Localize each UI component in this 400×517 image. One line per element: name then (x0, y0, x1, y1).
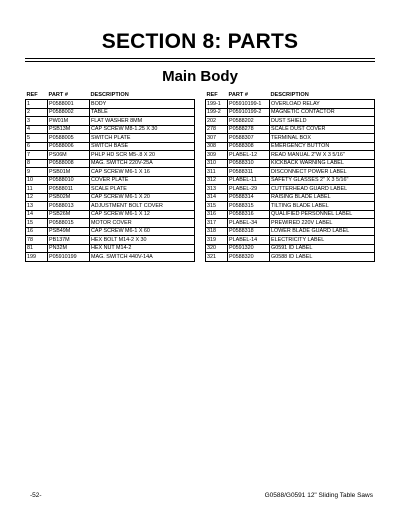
table-row (26, 142, 195, 151)
cell-part-number: PSB49M (48, 227, 90, 236)
cell-part-number: PSB01M (48, 168, 90, 177)
table-row (206, 236, 375, 245)
cell-part-number: PLABEL-34 (228, 219, 270, 228)
table-row (206, 227, 375, 236)
parts-table-right (205, 92, 375, 262)
cell-ref: 199-2 (206, 108, 228, 117)
cell-part-number: P0588008 (48, 159, 90, 168)
cell-ref: 78 (26, 236, 48, 245)
cell-ref: 319 (206, 236, 228, 245)
cell-description: MAG. SWITCH 440V-14A (90, 253, 195, 262)
cell-description: DISCONNECT POWER LABEL (270, 168, 375, 177)
table-row (26, 159, 195, 168)
cell-description: SWITCH PLATE (90, 134, 195, 143)
cell-ref: 4 (26, 125, 48, 134)
cell-description: SAFETY GLASSES 2" X 3 5/16" (270, 176, 375, 185)
cell-ref: 315 (206, 202, 228, 211)
cell-description: CAP SCREW M6-1 X 20 (90, 193, 195, 202)
cell-ref: 9 (26, 168, 48, 177)
cell-description: CAP SCREW M6-1 X 16 (90, 168, 195, 177)
table-row (26, 151, 195, 160)
column-header-description: DESCRIPTION (270, 92, 309, 99)
page-subtitle: Main Body (162, 68, 238, 85)
cell-description: MOTOR COVER (90, 219, 195, 228)
cell-ref: 12 (26, 193, 48, 202)
title-rule-top (25, 58, 375, 59)
title-rule-bottom (25, 61, 375, 62)
table-row (206, 159, 375, 168)
cell-part-number: P0588318 (228, 227, 270, 236)
table-row (26, 202, 195, 211)
cell-ref: 278 (206, 125, 228, 134)
table-row (206, 168, 375, 177)
table-header-row (26, 92, 195, 100)
table-row (206, 142, 375, 151)
cell-description: MAG. SWITCH 220V-25A (90, 159, 195, 168)
cell-part-number: P0588005 (48, 134, 90, 143)
table-row (26, 117, 195, 126)
cell-ref: 314 (206, 193, 228, 202)
cell-ref: 2 (26, 108, 48, 117)
cell-part-number: PN32M (48, 244, 90, 253)
cell-part-number: P0588011 (48, 185, 90, 194)
cell-description: READ MANUAL 2"W X 3 5/16" (270, 151, 375, 160)
cell-part-number: P0588314 (228, 193, 270, 202)
cell-part-number: P0588278 (228, 125, 270, 134)
cell-part-number: PB137M (48, 236, 90, 245)
cell-description: SCALE PLATE (90, 185, 195, 194)
cell-ref: 317 (206, 219, 228, 228)
cell-ref: 318 (206, 227, 228, 236)
cell-ref: 15 (26, 219, 48, 228)
cell-part-number: P0588307 (228, 134, 270, 143)
cell-part-number: P0588308 (228, 142, 270, 151)
table-row (206, 244, 375, 253)
table-row (26, 219, 195, 228)
cell-part-number: P0588006 (48, 142, 90, 151)
cell-description: TABLE (90, 108, 195, 117)
cell-description: CAP SCREW M8-1.25 X 30 (90, 125, 195, 134)
table-row (206, 202, 375, 211)
cell-description: QUALIFIED PERSONNEL LABEL (270, 210, 375, 219)
cell-description: TILTING BLADE LABEL (270, 202, 375, 211)
section-title: SECTION 8: PARTS (101, 30, 299, 53)
parts-table-left-body (26, 100, 195, 262)
table-row (26, 227, 195, 236)
cell-part-number: PLABEL-14 (228, 236, 270, 245)
cell-ref: 11 (26, 185, 48, 194)
cell-part-number: P0588315 (228, 202, 270, 211)
cell-part-number: PW01M (48, 117, 90, 126)
footer-model-text: G0588/G0591 12" Sliding Table Saws (264, 492, 373, 499)
table-header-row (206, 92, 375, 100)
cell-part-number: PLABEL-12 (228, 151, 270, 160)
cell-description: LOWER BLADE GUARD LABEL (270, 227, 375, 236)
cell-ref: 3 (26, 117, 48, 126)
table-row (26, 193, 195, 202)
cell-ref: 81 (26, 244, 48, 253)
column-header-description: DESCRIPTION (90, 92, 129, 99)
cell-part-number: P0588010 (48, 176, 90, 185)
table-row (26, 108, 195, 117)
cell-description: OVERLOAD RELAY (270, 100, 375, 109)
cell-part-number: P0588311 (228, 168, 270, 177)
cell-description: MAGNETIC CONTACTOR (270, 108, 375, 117)
table-row (26, 210, 195, 219)
table-row (26, 134, 195, 143)
cell-ref: 8 (26, 159, 48, 168)
cell-description: TERMINAL BOX (270, 134, 375, 143)
cell-ref: 199 (26, 253, 48, 262)
cell-ref: 321 (206, 253, 228, 262)
cell-part-number: PSB02M (48, 193, 90, 202)
parts-table-left (25, 92, 195, 262)
page-number: -52- (30, 492, 42, 499)
cell-description: G0591 ID LABEL (270, 244, 375, 253)
cell-part-number: P0588001 (48, 100, 90, 109)
column-header-part: PART # (228, 92, 248, 99)
table-row (206, 210, 375, 219)
cell-ref: 309 (206, 151, 228, 160)
table-row (206, 151, 375, 160)
cell-ref: 311 (206, 168, 228, 177)
cell-description: PREWIRED 220V LABEL (270, 219, 375, 228)
cell-ref: 5 (26, 134, 48, 143)
cell-description: EMERGENCY BUTTON (270, 142, 375, 151)
cell-description: ELECTRICITY LABEL (270, 236, 375, 245)
cell-part-number: P0588002 (48, 108, 90, 117)
cell-ref: 10 (26, 176, 48, 185)
table-row (206, 108, 375, 117)
table-row (206, 253, 375, 262)
cell-description: DUST SHIELD (270, 117, 375, 126)
cell-part-number: P05910199-2 (228, 108, 270, 117)
cell-ref: 307 (206, 134, 228, 143)
table-row (206, 176, 375, 185)
cell-ref: 1 (26, 100, 48, 109)
cell-part-number: P0588310 (228, 159, 270, 168)
table-row (206, 125, 375, 134)
table-row (26, 253, 195, 262)
table-row (206, 117, 375, 126)
cell-ref: 308 (206, 142, 228, 151)
table-row (26, 236, 195, 245)
column-header-ref: REF (206, 92, 218, 99)
parts-table-right-body (206, 100, 375, 262)
table-row (206, 193, 375, 202)
cell-part-number: P05910199 (48, 253, 90, 262)
table-row (26, 125, 195, 134)
table-row (206, 185, 375, 194)
cell-description: COVER PLATE (90, 176, 195, 185)
cell-description: ADJUSTMENT BOLT COVER (90, 202, 195, 211)
cell-ref: 199-1 (206, 100, 228, 109)
cell-description: HEX BOLT M14-2 X 30 (90, 236, 195, 245)
table-row (26, 185, 195, 194)
cell-description: SCALE DUST COVER (270, 125, 375, 134)
cell-part-number: P0588015 (48, 219, 90, 228)
cell-part-number: PLABEL-29 (228, 185, 270, 194)
cell-description: CUTTERHEAD GUARD LABEL (270, 185, 375, 194)
table-row (206, 219, 375, 228)
cell-part-number: P0588316 (228, 210, 270, 219)
cell-part-number: PSB13M (48, 125, 90, 134)
column-header-ref: REF (26, 92, 38, 99)
cell-description: CAP SCREW M6-1 X 60 (90, 227, 195, 236)
table-row (206, 100, 375, 109)
table-row (26, 100, 195, 109)
cell-ref: 13 (26, 202, 48, 211)
cell-ref: 312 (206, 176, 228, 185)
cell-ref: 16 (26, 227, 48, 236)
table-row (26, 244, 195, 253)
cell-description: RAISING BLADE LABEL (270, 193, 375, 202)
table-row (26, 168, 195, 177)
cell-description: HEX NUT M14-2 (90, 244, 195, 253)
cell-ref: 202 (206, 117, 228, 126)
cell-part-number: PS06M (48, 151, 90, 160)
cell-description: CAP SCREW M6-1 X 12 (90, 210, 195, 219)
cell-ref: 6 (26, 142, 48, 151)
cell-ref: 320 (206, 244, 228, 253)
table-row (206, 134, 375, 143)
cell-part-number: P0588013 (48, 202, 90, 211)
cell-description: PHLP HD SCR M5-.8 X 20 (90, 151, 195, 160)
cell-ref: 310 (206, 159, 228, 168)
cell-part-number: PSB26M (48, 210, 90, 219)
column-header-part: PART # (48, 92, 68, 99)
cell-description: SWITCH BASE (90, 142, 195, 151)
table-row (26, 176, 195, 185)
cell-ref: 14 (26, 210, 48, 219)
cell-ref: 7 (26, 151, 48, 160)
cell-description: BODY (90, 100, 195, 109)
cell-ref: 313 (206, 185, 228, 194)
cell-description: G0588 ID LABEL (270, 253, 375, 262)
cell-part-number: P0588320 (228, 253, 270, 262)
cell-part-number: P0588202 (228, 117, 270, 126)
cell-ref: 316 (206, 210, 228, 219)
cell-part-number: PLABEL-11 (228, 176, 270, 185)
cell-part-number: P0591320 (228, 244, 270, 253)
cell-description: KICKBACK WARNING LABEL (270, 159, 375, 168)
cell-part-number: P05910199-1 (228, 100, 270, 109)
cell-description: FLAT WASHER 8MM (90, 117, 195, 126)
